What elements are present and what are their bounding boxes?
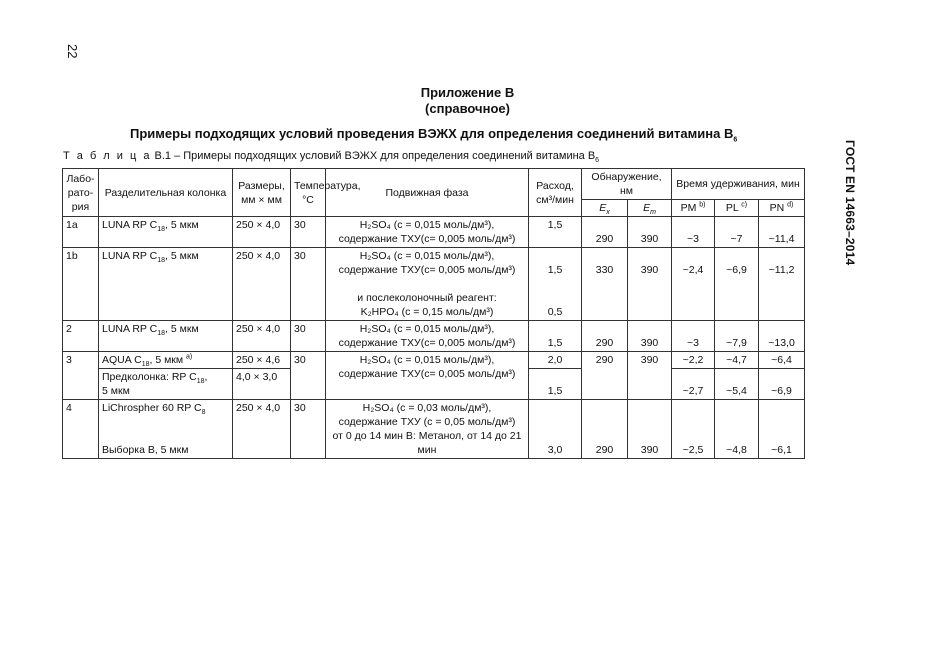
- cell-size: 4,0 × 3,0: [233, 369, 291, 400]
- cell-pm: ~2,7: [672, 369, 715, 400]
- cell-column: LUNA RP $C_{18}$, 5 мкм: [99, 321, 233, 352]
- cell-size: 250 × 4,0: [233, 400, 291, 459]
- cell-temp: 30: [291, 248, 326, 321]
- cell-pn: ~6,4: [759, 352, 805, 369]
- cell-temp: 30: [291, 400, 326, 459]
- cell-pn: ~11,2: [759, 248, 805, 321]
- cell-em: 390: [628, 321, 672, 352]
- header-pn: PN $^{d)}$: [759, 200, 805, 217]
- header-lab: Лабо-рато-рия: [63, 169, 99, 217]
- cell-pl: ~7: [715, 217, 759, 248]
- appendix-heading: Примеры подходящих условий проведения ВЭЖХ для определения соединений витамина $B_6$: [130, 126, 738, 144]
- header-temp: Температура, °С: [291, 169, 326, 217]
- cell-lab: 1b: [63, 248, 99, 321]
- table-caption: Т а б л и ц а В.1 – Примеры подходящих условий ВЭЖХ для определения соединений витамина $B_6$: [63, 150, 600, 165]
- header-pm: PM $^{b)}$: [672, 200, 715, 217]
- cell-flow: 1,5 0,5: [529, 248, 582, 321]
- cell-pm: ~3: [672, 321, 715, 352]
- cell-size: 250 × 4,0: [233, 248, 291, 321]
- cell-phase: H₂SO₄ (с = 0,015 моль/дм³), содержание ТХУ(с= 0,005 моль/дм³): [326, 217, 529, 248]
- cell-lab: 2: [63, 321, 99, 352]
- cell-size: 250 × 4,6: [233, 352, 291, 369]
- cell-flow: 2,0: [529, 352, 582, 369]
- cell-column: AQUA $C_{18}$, 5 мкм $^{a)}$: [99, 352, 233, 369]
- cell-ex: 290: [582, 321, 628, 352]
- cell-phase: H₂SO₄ (с = 0,015 моль/дм³), содержание ТХУ(с= 0,005 моль/дм³): [326, 321, 529, 352]
- cell-em: 390: [628, 352, 672, 400]
- header-pl: PL $^{c)}$: [715, 200, 759, 217]
- table-row: [63, 248, 805, 321]
- table-row: [63, 352, 805, 369]
- header-ex: $E_x$: [582, 200, 628, 217]
- cell-pm: ~2,4: [672, 248, 715, 321]
- cell-pm: ~2,2: [672, 352, 715, 369]
- cell-pl: ~5,4: [715, 369, 759, 400]
- cell-em: 390: [628, 248, 672, 321]
- cell-temp: 30: [291, 321, 326, 352]
- cell-flow: 1,5: [529, 369, 582, 400]
- cell-pl: ~4,7: [715, 352, 759, 369]
- page-number: 22: [65, 44, 80, 59]
- header-phase: Подвижная фаза: [326, 169, 529, 217]
- cell-phase: H₂SO₄ (с = 0,03 моль/дм³), содержание ТХУ (с = 0,05 моль/дм³) от 0 до 14 мин В: Метанол, от 14 до 21 мин: [326, 400, 529, 459]
- cell-size: 250 × 4,0: [233, 321, 291, 352]
- appendix-title: Приложение В: [420, 85, 515, 100]
- header-column: Разделительная колонка: [99, 169, 233, 217]
- cell-column: LUNA RP $C_{18}$, 5 мкм: [99, 217, 233, 248]
- cell-ex: 290: [582, 400, 628, 459]
- cell-ex: 290: [582, 217, 628, 248]
- header-flow: Расход, см³/мин: [529, 169, 582, 217]
- cell-lab: 4: [63, 400, 99, 459]
- cell-pl: ~7,9: [715, 321, 759, 352]
- header-retention: Время удерживания, мин: [672, 169, 805, 200]
- cell-lab: 1a: [63, 217, 99, 248]
- conditions-table: [62, 168, 805, 459]
- cell-flow: 1,5: [529, 321, 582, 352]
- cell-em: 390: [628, 217, 672, 248]
- cell-ex: 290: [582, 352, 628, 400]
- cell-pm: ~3: [672, 217, 715, 248]
- cell-precolumn: Предколонка: RP $C_{18}$, 5 мкм: [99, 369, 233, 400]
- cell-flow: 1,5: [529, 217, 582, 248]
- cell-pl: ~6,9: [715, 248, 759, 321]
- cell-pn: ~13,0: [759, 321, 805, 352]
- cell-pm: ~2,5: [672, 400, 715, 459]
- header-size: Размеры, мм × мм: [233, 169, 291, 217]
- cell-flow: 3,0: [529, 400, 582, 459]
- cell-em: 390: [628, 400, 672, 459]
- cell-pn: ~6,1: [759, 400, 805, 459]
- header-detection: Обнаружение, нм: [582, 169, 672, 200]
- cell-pl: ~4,8: [715, 400, 759, 459]
- cell-phase: H₂SO₄ (с = 0,015 моль/дм³), содержание ТХУ(с= 0,005 моль/дм³) и послеколоночный реагент: K₂HPO₄ (с = 0,15 моль/дм³): [326, 248, 529, 321]
- table-row: [63, 400, 805, 459]
- table-row: [63, 321, 805, 352]
- cell-lab: 3: [63, 352, 99, 400]
- cell-pn: ~6,9: [759, 369, 805, 400]
- table-row: [63, 217, 805, 248]
- cell-ex: 330: [582, 248, 628, 321]
- cell-pn: ~11,4: [759, 217, 805, 248]
- cell-size: 250 × 4,0: [233, 217, 291, 248]
- appendix-subtitle: (справочное): [425, 101, 510, 116]
- cell-phase: H₂SO₄ (с = 0,015 моль/дм³), содержание ТХУ(с= 0,005 моль/дм³): [326, 352, 529, 400]
- header-em: $E_m$: [628, 200, 672, 217]
- standard-designation: ГОСТ EN 14663–2014: [843, 140, 857, 266]
- cell-temp: 30: [291, 352, 326, 400]
- cell-column: LiChrospher 60 RP $C_8$ Выборка В, 5 мкм: [99, 400, 233, 459]
- cell-temp: 30: [291, 217, 326, 248]
- cell-column: LUNA RP $C_{18}$, 5 мкм: [99, 248, 233, 321]
